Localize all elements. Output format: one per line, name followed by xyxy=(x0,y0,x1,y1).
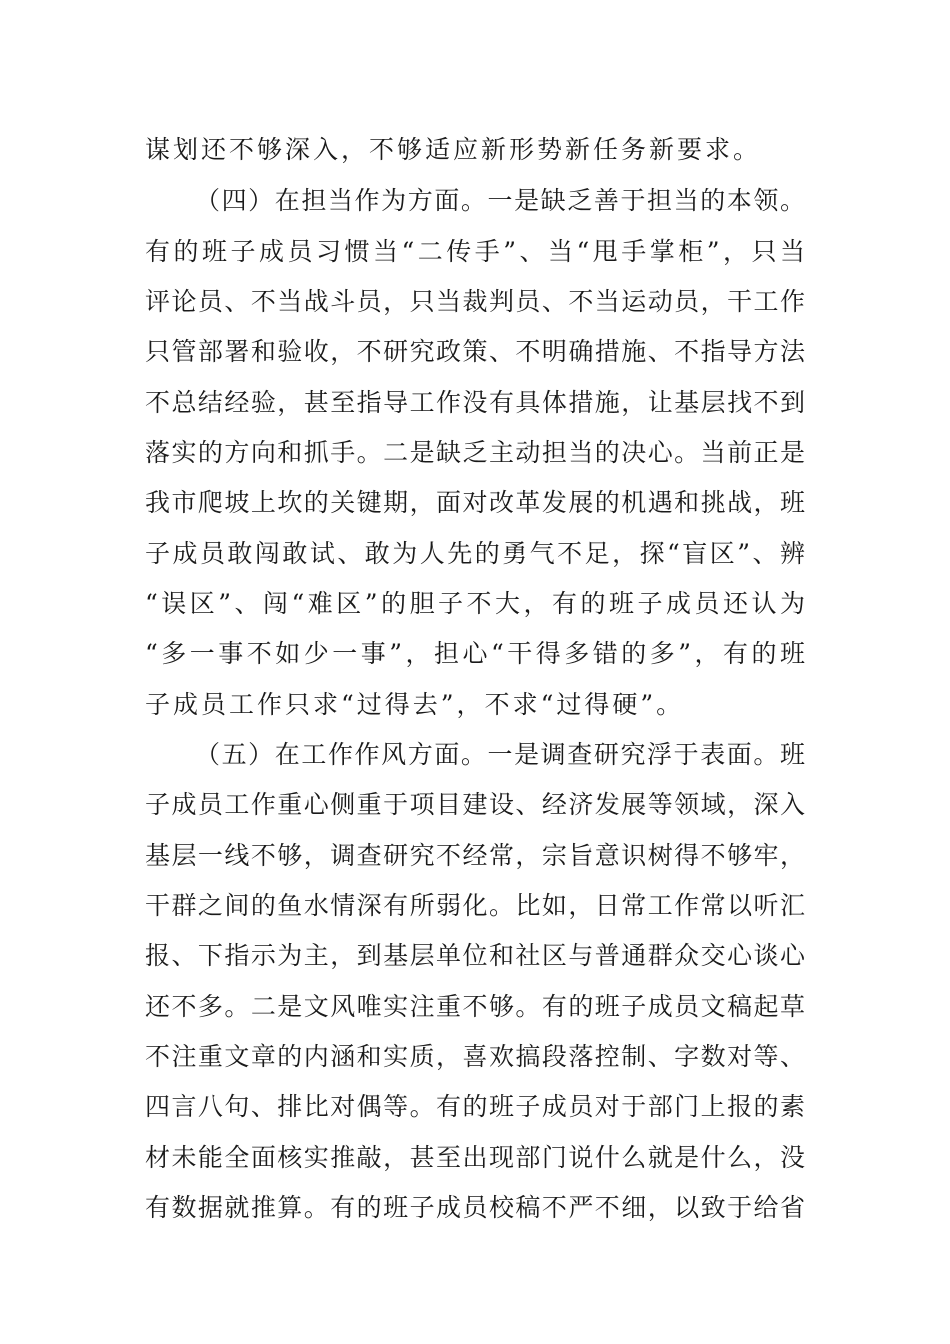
text-line-7: 落实的方向和抓手。二是缺乏主动担当的决心。当前正是 xyxy=(145,438,805,467)
text-line-15: 基层一线不够，调查研究不经常，宗旨意识树得不够牢， xyxy=(145,841,805,870)
section-5-heading-line: （五）在工作作风方面。一是调查研究浮于表面。班 xyxy=(195,740,805,769)
text-line-5: 只管部署和验收，不研究政策、不明确措施、不指导方法 xyxy=(145,337,805,366)
text-line-4: 评论员、不当战斗员，只当裁判员、不当运动员，干工作 xyxy=(145,287,805,316)
text-line-21: 材未能全面核实推敲，甚至出现部门说什么就是什么，没 xyxy=(145,1143,805,1172)
text-line-19: 不注重文章的内涵和实质，喜欢搞段落控制、字数对等、 xyxy=(145,1042,805,1071)
text-line-20: 四言八句、排比对偶等。有的班子成员对于部门上报的素 xyxy=(145,1092,805,1121)
text-line-1: 谋划还不够深入，不够适应新形势新任务新要求。 xyxy=(145,135,762,164)
text-line-8: 我市爬坡上坎的关键期，面对改革发展的机遇和挑战，班 xyxy=(145,488,805,517)
text-line-18: 还不多。二是文风唯实注重不够。有的班子成员文稿起草 xyxy=(145,992,805,1021)
text-line-6: 不总结经验，甚至指导工作没有具体措施，让基层找不到 xyxy=(145,388,805,417)
text-line-11: “多一事不如少一事”，担心“干得多错的多”，有的班 xyxy=(145,639,805,668)
section-4-heading-line: （四）在担当作为方面。一是缺乏善于担当的本领。 xyxy=(195,186,805,215)
text-line-22: 有数据就推算。有的班子成员校稿不严不细，以致于给省 xyxy=(145,1193,805,1222)
text-line-14: 子成员工作重心侧重于项目建设、经济发展等领域，深入 xyxy=(145,790,805,819)
text-line-10: “误区”、闯“难区”的胆子不大，有的班子成员还认为 xyxy=(145,589,805,618)
text-line-16: 干群之间的鱼水情深有所弱化。比如，日常工作常以听汇 xyxy=(145,891,805,920)
text-line-9: 子成员敢闯敢试、敢为人先的勇气不足，探“盲区”、辨 xyxy=(145,539,805,568)
text-line-3: 有的班子成员习惯当“二传手”、当“甩手掌柜”，只当 xyxy=(145,237,805,266)
text-line-17: 报、下指示为主，到基层单位和社区与普通群众交心谈心 xyxy=(145,941,805,970)
text-line-12: 子成员工作只求“过得去”，不求“过得硬”。 xyxy=(145,690,685,719)
